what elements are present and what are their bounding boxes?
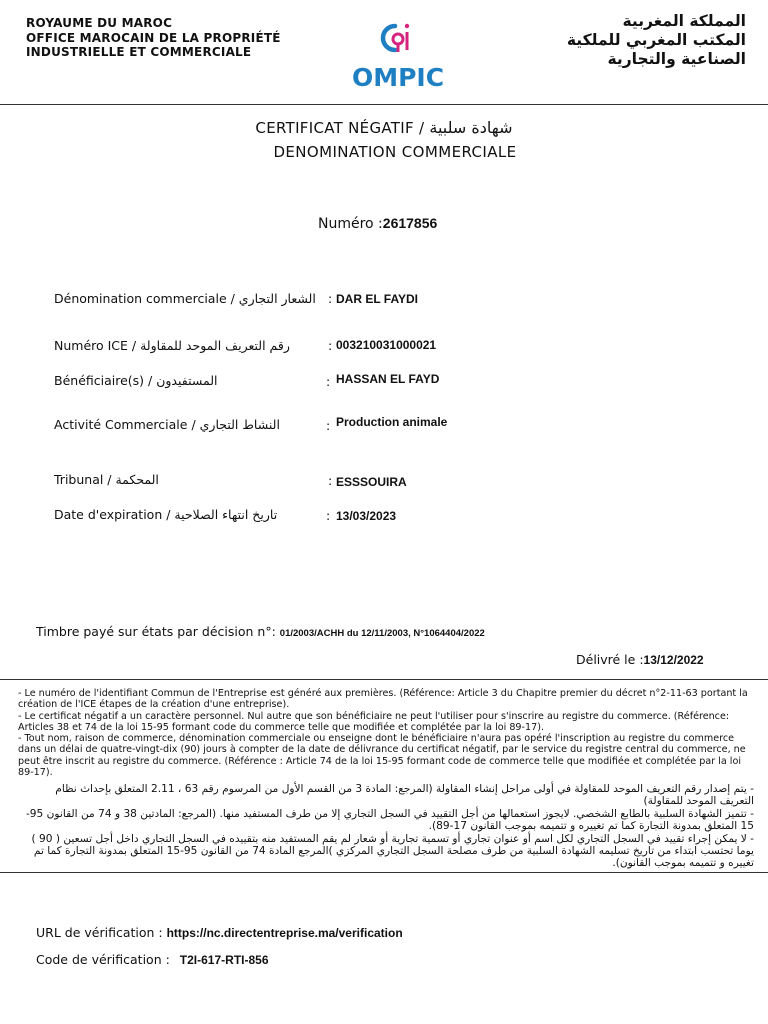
field-value-expiration: 13/03/2023 bbox=[336, 509, 397, 523]
field-colon-activite: : bbox=[326, 418, 331, 433]
notes-arabic bbox=[24, 783, 754, 870]
header-fr-line-3: INDUSTRIELLE ET COMMERCIALE bbox=[26, 45, 252, 59]
notes-top-divider bbox=[0, 679, 768, 680]
header-divider bbox=[0, 104, 768, 105]
certificate-title bbox=[0, 118, 768, 137]
note-ar-2: - تتميز الشهادة السلبية بالطابع الشخصي. لايجوز استعمالها من أجل التقييد في السجل التجاري إلا من طرف المستفيد منها. (المرجع: المادتين 38 و 74 من القانون 95-15 المتعلق بمدونة التجارة كما تم تغييره و تتميمه بموجب القانون 17-89). bbox=[25, 807, 754, 833]
timbre-label: Timbre payé sur états par décision n°: bbox=[36, 624, 276, 639]
ompic-logo-icon bbox=[346, 16, 450, 94]
verification-url-line bbox=[36, 925, 403, 940]
timbre-value: 01/2003/ACHH du 12/11/2003, N°1064404/2022 bbox=[279, 628, 485, 639]
note-fr-3: - Tout nom, raison de commerce, dénomination commerciale ou enseigne dont le bénéficiaire n'aura pas opéré l'inscription au registre du commerce dans un délai de quatre-vingt-dix (90) jours à compter de la date de délivrance du certificat négatif, par le service du registre central du commerce, ne peut être inscrit au registre du commerce. (Référence : Article 74 de la loi 15-95 formant code de commerce telle que modifiée et complétée par la loi 89-17). bbox=[18, 733, 746, 779]
field-value-tribunal: ESSSOUIRA bbox=[336, 475, 407, 489]
note-ar-1: - يتم إصدار رقم التعريف الموحد للمقاولة في أولى مراحل إنشاء المقاولة (المرجع: المادة 3 من القسم الأول من المرسوم رقم 63 ، 2.11 المتعلق بإحداث نظام التعريف الموحد للمقاولة) bbox=[55, 783, 754, 808]
note-ar-3: - لا يمكن إجراء تقييد في السجل التجاري لكل اسم أو عنوان تجاري أو تسمية تجارية أو شعار لم يقم المستفيد منه بتقييده في السجل التجاري داخل أجل تسعين ( 90 ) يوما تحتسب ابتداء من تاريخ تسليمه الشهادة السلبية من طرف مصلحة السجل التجاري المركزي )المرجع المادة 74 من القانون 95-15 المتعلق بمدونة التجارة كما تم تغييره و تتميمه بموجب القانون). bbox=[31, 832, 754, 870]
numero-value: 2617856 bbox=[382, 215, 438, 231]
field-label-ice: Numéro ICE / رقم التعريف الموحد للمقاولة bbox=[54, 338, 290, 353]
verification-code-label: Code de vérification : bbox=[36, 952, 170, 967]
verification-code-value: T2I-617-RTI-856 bbox=[179, 953, 269, 967]
logo-text: OMPIC bbox=[351, 63, 445, 92]
verification-code-line bbox=[36, 952, 269, 967]
title-ar: شهادة سلبية bbox=[429, 118, 513, 137]
notes-french bbox=[18, 688, 758, 778]
delivre-label: Délivré le : bbox=[576, 652, 644, 667]
notes-bottom-divider bbox=[0, 872, 768, 873]
header-ar-line-1: المملكة المغربية bbox=[622, 12, 746, 30]
note-fr-2: - Le certificat négatif a un caractère personnel. Nul autre que son bénéficiaire ne peut l'utiliser pour s'inscrire au registre du commerce. (Référence: Articles 38 et 74 de la loi 15-95 formant code du commerce telle que modifiée et complétée par la loi 89-17). bbox=[18, 710, 730, 733]
field-colon-expiration: : bbox=[326, 508, 331, 523]
header-arabic bbox=[567, 12, 746, 69]
timbre-line bbox=[36, 624, 485, 639]
field-colon-ice: : bbox=[328, 338, 333, 353]
verification-url-label: URL de vérification : bbox=[36, 925, 163, 940]
field-label-expiration: Date d'expiration / تاريخ انتهاء الصلاحية bbox=[54, 507, 278, 522]
numero-label: Numéro : bbox=[318, 216, 383, 232]
field-value-ice: 003210031000021 bbox=[336, 338, 437, 352]
field-colon-tribunal: : bbox=[328, 473, 333, 488]
header-fr-line-2: OFFICE MAROCAIN DE LA PROPRIÉTÉ bbox=[26, 30, 281, 45]
numero-line bbox=[318, 215, 437, 232]
title-fr: CERTIFICAT NÉGATIF / bbox=[255, 119, 425, 137]
certificate-subtitle: DENOMINATION COMMERCIALE bbox=[273, 143, 517, 161]
field-label-activite: Activité Commerciale / النشاط التجاري bbox=[54, 417, 280, 432]
delivre-value: 13/12/2022 bbox=[643, 653, 704, 667]
verification-url-value[interactable]: https://nc.directentreprise.ma/verification bbox=[166, 926, 403, 940]
field-value-activite: Production animale bbox=[336, 415, 448, 429]
note-fr-1: - Le numéro de l'identifiant Commun de l'Entreprise est généré aux premières. (Référence: Article 3 du Chapitre premier du décret n°2-11-63 portant la création de l'ICE étapes de la création d'une entreprise). bbox=[18, 688, 748, 711]
field-value-beneficiaire: HASSAN EL FAYD bbox=[336, 372, 440, 386]
delivre-line bbox=[576, 652, 704, 667]
field-label-beneficiaire: Bénéficiaire(s) / المستفيدون bbox=[54, 373, 218, 388]
field-colon-denomination: : bbox=[328, 291, 333, 306]
field-label-denomination: Dénomination commerciale / الشعار التجاري bbox=[54, 291, 316, 306]
header-fr-line-1: ROYAUME DU MAROC bbox=[26, 16, 173, 30]
field-label-tribunal: Tribunal / المحكمة bbox=[54, 472, 159, 487]
header-ar-line-3: الصناعية والتجارية bbox=[607, 50, 746, 68]
header-ar-line-2: المكتب المغربي للملكية bbox=[566, 31, 746, 49]
field-colon-beneficiaire: : bbox=[326, 374, 331, 389]
field-value-denomination: DAR EL FAYDI bbox=[336, 292, 419, 306]
ompic-logo bbox=[346, 16, 450, 94]
header-french bbox=[26, 16, 281, 60]
